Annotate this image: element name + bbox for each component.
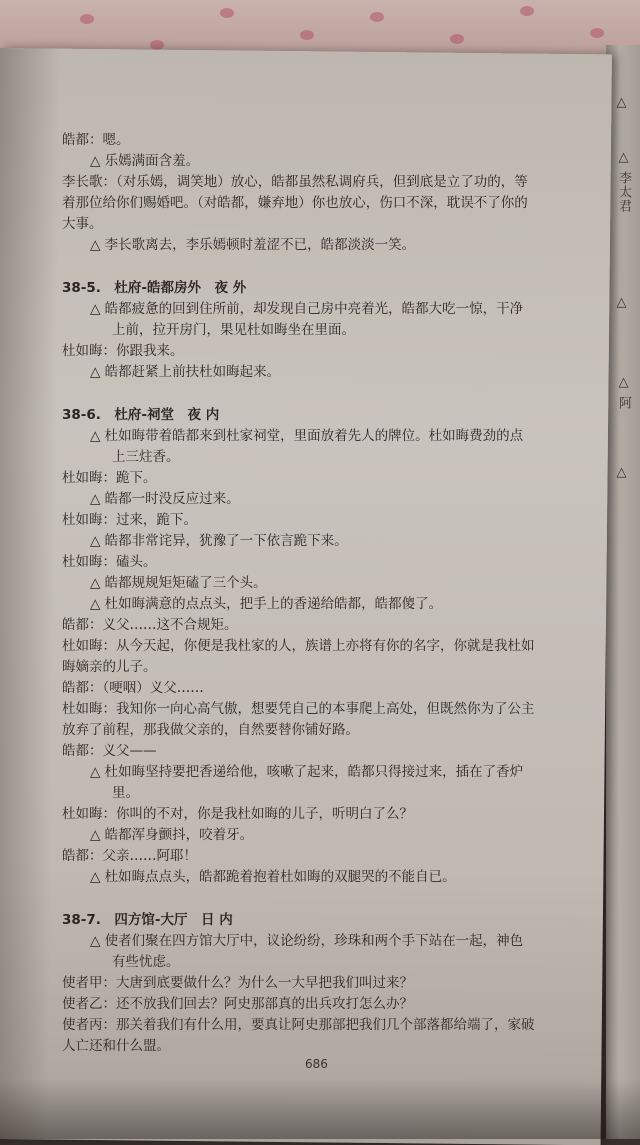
facing-page-text: △ 李	[616, 150, 631, 186]
facing-page-text: △	[614, 465, 629, 481]
stage-direction: △ 皓都非常诧异，犹豫了一下依言跪下来。	[90, 533, 348, 549]
dialogue-line: 李长歌：（对乐嫣，调笑地）放心，皓都虽然私调府兵，但到底是立了功的，等	[62, 174, 528, 190]
scene-heading: 38-6. 杜府-祠堂 夜 内	[62, 407, 220, 423]
stage-direction: △ 皓都疲惫的回到住所前，却发现自己房中亮着光，皓都大吃一惊，干净	[90, 301, 524, 317]
dialogue-line: 杜如晦：你叫的不对，你是我杜如晦的儿子，听明白了么？	[62, 806, 413, 822]
scene-heading: 38-7. 四方馆-大厅 日 内	[62, 912, 233, 928]
dialogue-line: 人亡还和什么盟。	[62, 1038, 170, 1054]
pattern-dot	[450, 34, 464, 44]
pattern-dot	[150, 40, 164, 50]
stage-direction: △ 杜如晦带着皓都来到杜家祠堂，里面放着先人的牌位。杜如晦费劲的点	[90, 428, 524, 444]
pattern-dot	[80, 14, 94, 24]
dialogue-line: 杜如晦：磕头。	[62, 554, 157, 570]
dialogue-line: 皓都：父亲……阿耶！	[62, 848, 197, 864]
page-gutter-shadow	[0, 48, 60, 1140]
section-gap	[62, 888, 590, 910]
stage-direction-continued: 有些忧虑。	[112, 954, 180, 970]
dialogue-line: 使者乙：还不放我们回去？阿史那部真的出兵攻打怎么办？	[62, 996, 413, 1012]
dialogue-line: 大事。	[62, 216, 103, 232]
facing-page-text: △ 阿	[616, 375, 631, 411]
script-text	[62, 130, 590, 1057]
dialogue-line: 杜如晦：跪下。	[62, 470, 157, 486]
facing-page-text: △	[614, 95, 629, 111]
stage-direction: △ 杜如晦满意的点点头，把手上的香递给皓都，皓都傻了。	[90, 596, 443, 612]
page-number: 686	[305, 1057, 328, 1071]
stage-direction-continued: 上三炷香。	[112, 449, 180, 465]
stage-direction-continued: 上前，拉开房门，果见杜如晦坐在里面。	[112, 322, 355, 338]
dialogue-line: 杜如晦：你跟我来。	[62, 343, 184, 359]
dialogue-line: 杜如晦：过来，跪下。	[62, 512, 197, 528]
stage-direction: △ 杜如晦坚持要把香递给他，咳嗽了起来，皓都只得接过来，插在了香炉	[90, 764, 524, 780]
pattern-dot	[300, 30, 314, 40]
dialogue-line: 皓都：义父……这不合规矩。	[62, 617, 238, 633]
stage-direction: △ 皓都一时没反应过来。	[90, 491, 240, 507]
stage-direction: △ 杜如晦点点头，皓都跪着抱着杜如晦的双腿哭的不能自已。	[90, 869, 456, 885]
pattern-dot	[370, 12, 384, 22]
facing-page-edge	[606, 45, 640, 1139]
pattern-dot	[520, 6, 534, 16]
dialogue-line: 皓都：义父——	[62, 743, 157, 759]
dialogue-line: 皓都：（哽咽）义父……	[62, 680, 204, 696]
dialogue-line: 杜如晦：从今天起，你便是我杜家的人，族谱上亦将有你的名字，你就是我杜如	[62, 638, 535, 654]
stage-direction-continued: 里。	[112, 785, 139, 801]
dialogue-line: 放弃了前程，那我做父亲的，自然要替你铺好路。	[62, 722, 359, 738]
stage-direction: △ 皓都赶紧上前扶杜如晦起来。	[90, 364, 281, 380]
stage-direction: △ 乐嫣满面含羞。	[90, 153, 200, 169]
pattern-dot	[220, 8, 234, 18]
facing-page-text: △	[614, 295, 629, 311]
facing-page-text: 太君	[616, 185, 631, 213]
stage-direction: △ 皓都浑身颤抖，咬着牙。	[90, 827, 254, 843]
pattern-dot	[590, 28, 604, 38]
scene-heading: 38-5. 杜府-皓都房外 夜 外	[62, 280, 247, 296]
dialogue-line: 晦嫡亲的儿子。	[62, 659, 157, 675]
dialogue-line: 使者丙：那关着我们有什么用，要真让阿史那部把我们几个部落都给端了，家破	[62, 1017, 535, 1033]
stage-direction: △ 使者们聚在四方馆大厅中，议论纷纷，珍珠和两个手下站在一起，神色	[90, 933, 524, 949]
dialogue-line: 使者甲：大唐到底要做什么？为什么一大早把我们叫过来？	[62, 975, 413, 991]
dialogue-line: 杜如晦：我知你一向心高气傲，想要凭自己的本事爬上高处，但既然你为了公主	[62, 701, 535, 717]
section-gap	[62, 256, 590, 278]
dialogue-line: 皓都：嗯。	[62, 132, 130, 148]
dialogue-line: 着那位给你们赐婚吧。（对皓都，嫌弃地）你也放心，伤口不深，耽误不了你的	[62, 195, 528, 211]
section-gap	[62, 383, 590, 405]
stage-direction: △ 李长歌离去，李乐嫣顿时羞涩不已，皓都淡淡一笑。	[90, 237, 416, 253]
stage-direction: △ 皓都规规矩矩磕了三个头。	[90, 575, 267, 591]
